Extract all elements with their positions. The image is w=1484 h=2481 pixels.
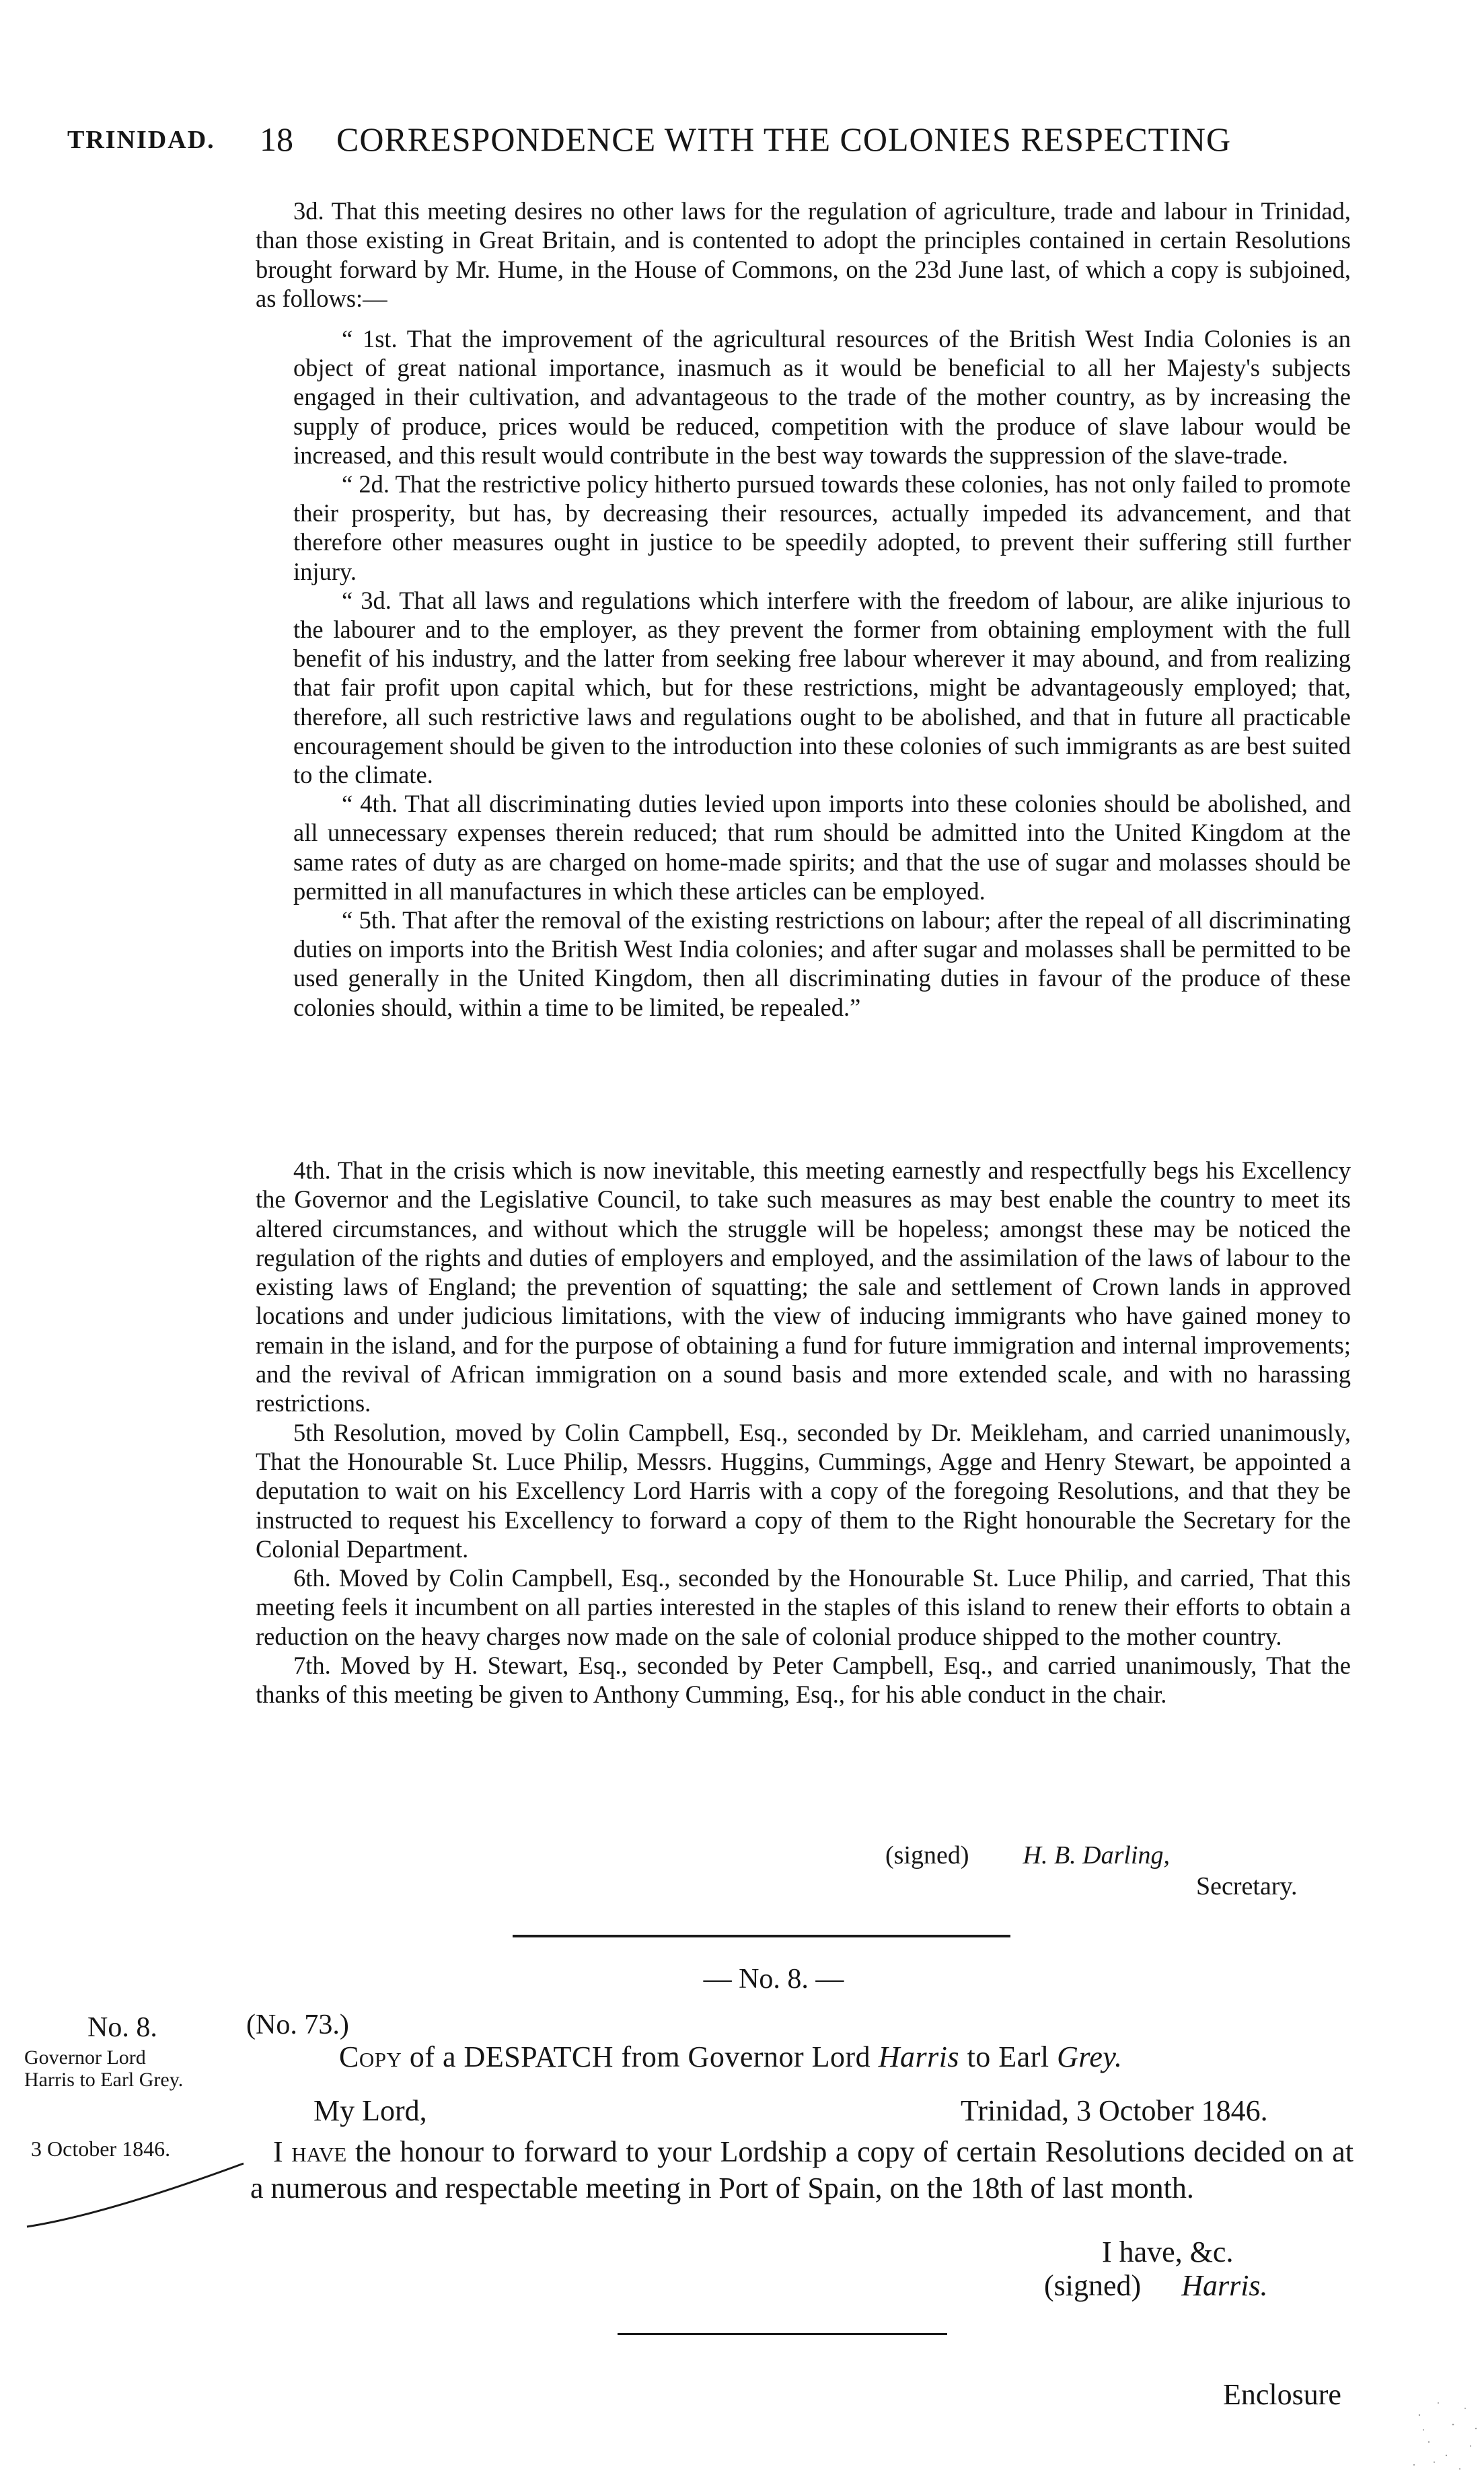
resolution-6th: 6th. Moved by Colin Campbell, Esq., seconded by the Honourable St. Luce Philip, and carried, That this meeting feels it incumbent on all parties interested in the staples of this island to renew their efforts to obtain a reduction on the heavy charges now made on the sale of colonial produce shipped to the mother country.: [256, 1564, 1351, 1650]
signer-name: Harris.: [1181, 2269, 1268, 2302]
letter-opening: I have: [273, 2135, 347, 2168]
signatory-name: H. B. Darling,: [1023, 1841, 1171, 1869]
title-to: to Earl: [959, 2040, 1058, 2073]
running-head-title: CORRESPONDENCE WITH THE COLONIES RESPECTING: [336, 120, 1232, 158]
quoted-resolution-5th: “ 5th. That after the removal of the existing restrictions on labour; after the repeal of all discriminating duties on imports into the British West India colonies; and after sugar and molasses shall be permitted to be used generally in the United Kingdom, then all discriminating duties in favour of the produce of these colonies should, within a time to be limited, be repealed.”: [293, 906, 1351, 1021]
despatch-reference: (No. 73.): [246, 2009, 349, 2040]
title-harris: Harris: [878, 2040, 960, 2073]
catchword: Enclosure: [1223, 2378, 1341, 2411]
margin-date: 3 October 1846.: [31, 2137, 171, 2161]
resolution-7th: 7th. Moved by H. Stewart, Esq., seconded by Peter Campbell, Esq., and carried unanimously, That the thanks of this meeting be given to Anthony Cumming, Esq., for his able conduct in the chair.: [256, 1652, 1351, 1709]
quoted-resolution-3d: “ 3d. That all laws and regulations which interfere with the freedom of labour, are alike injurious to the labourer and to the employer, as they prevent the former from obtaining employment with the full benefit of his industry, and the latter from seeking free labour wherever it may abound, and from realizing that fair profit upon capital which, but for these restrictions, might be advantageously employed; that, therefore, all such restrictive laws and regulations ought to be abolished, and that in future all practicable encouragement should be given to the introduction into these colonies of such immigrants as are best suited to the climate.: [293, 586, 1351, 789]
quoted-resolution-2d: “ 2d. That the restrictive policy hitherto pursued towards these colonies, has not only failed to promote their prosperity, but has, by decreasing their resources, actually impeded its advancement, and that therefore other measures ought in justice to be speedily adopted, to prevent their suffering still further injury.: [293, 470, 1351, 585]
salutation: My Lord,: [313, 2094, 427, 2127]
letter-text: the honour to forward to your Lordship a copy of certain Resolutions decided on at a numerous and respectable meeting in Port of Spain, on the 18th of last month.: [250, 2135, 1353, 2205]
scan-speckle: [1406, 2395, 1480, 2476]
signatory-role: Secretary.: [1196, 1872, 1298, 1900]
section-divider: [513, 1935, 1010, 1937]
signed-label: (signed): [1044, 2269, 1142, 2302]
closing-divider: [618, 2333, 947, 2335]
page-number: 18: [260, 120, 293, 158]
title-copy: Copy: [339, 2040, 402, 2073]
signature-line: [885, 1841, 1170, 1870]
margin-number: No. 8.: [87, 2012, 157, 2043]
quoted-resolution-4th: “ 4th. That all discriminating duties levied upon imports into these colonies should be abolished, and all unnecessary expenses therein reduced; that rum should be admitted into the United Kingdom at the same rates of duty as are charged on home-made spirits; and that the use of sugar and molasses should be permitted in all manufactures in which these articles can be employed.: [293, 790, 1351, 905]
margin-pen-stroke: [24, 2161, 246, 2242]
closing-signature: [1044, 2268, 1268, 2303]
signed-label: (signed): [885, 1841, 969, 1869]
closing: I have, &c.: [1102, 2235, 1234, 2268]
quoted-resolution-1st: “ 1st. That the improvement of the agricultural resources of the British West India Colonies is an object of great national importance, inasmuch as it would be beneficial to all her Majesty's subjects engaged in their cultivation, and advantageous to the trade of the mother country, as by increasing the supply of produce, prices would be reduced, competition with the produce of slave labour would be increased, and this result would contribute in the best way towards the suppression of the slave-trade.: [293, 325, 1351, 469]
title-mid: of a DESPATCH from Governor Lord: [402, 2040, 879, 2073]
letter-body: [250, 2134, 1353, 2207]
place-date: Trinidad, 3 October 1846.: [961, 2094, 1268, 2127]
resolution-5th: 5th Resolution, moved by Colin Campbell, Esq., seconded by Dr. Meikleham, and carried unanimously, That the Honourable St. Luce Philip, Messrs. Huggins, Cummings, Agge and Henry Stewart, be appointed a deputation to wait on his Excellency Lord Harris with a copy of the foregoing Resolutions, and that they be instructed to request his Excellency to forward a copy of them to the Right honourable the Secretary for the Colonial Department.: [256, 1418, 1351, 1563]
resolution-3d: [256, 196, 1351, 313]
quoted-resolutions: [293, 324, 1351, 1022]
margin-note: Governor Lord Harris to Earl Grey.: [24, 2046, 184, 2091]
document-number-heading: — No. 8. —: [703, 1964, 844, 1995]
resolution-4th: 4th. That in the crisis which is now inevitable, this meeting earnestly and respectfully begs his Excellency the Governor and the Legislative Council, to take such measures as may best enable the country to meet its altered circumstances, and without which the struggle will be hopeless; amongst these may be noticed the regulation of the rights and duties of employers and employed, and the assimilation of the laws of labour to the existing laws of England; the prevention of squatting; the sale and settlement of Crown lands in approved locations and under judicious limitations, with the view of inducing immigrants who have gained money to remain in the island, and for the purpose of obtaining a fund for future immigration and internal improvements; and the revival of African immigration on a sound basis and more extended scale, and with no harassing restrictions.: [256, 1156, 1351, 1417]
resolutions-section: [256, 1156, 1351, 1709]
paragraph: 3d. That this meeting desires no other laws for the regulation of agriculture, trade and labour in Trinidad, than those existing in Great Britain, and is contented to adopt the principles contained in certain Resolutions brought forward by Mr. Hume, in the House of Commons, on the 23d June last, of which a copy is subjoined, as follows:—: [256, 197, 1351, 312]
letter-paragraph: [250, 2134, 1353, 2207]
running-head-colony: TRINIDAD.: [67, 126, 215, 154]
title-grey: Grey.: [1057, 2040, 1123, 2073]
despatch-title: [339, 2040, 1122, 2074]
